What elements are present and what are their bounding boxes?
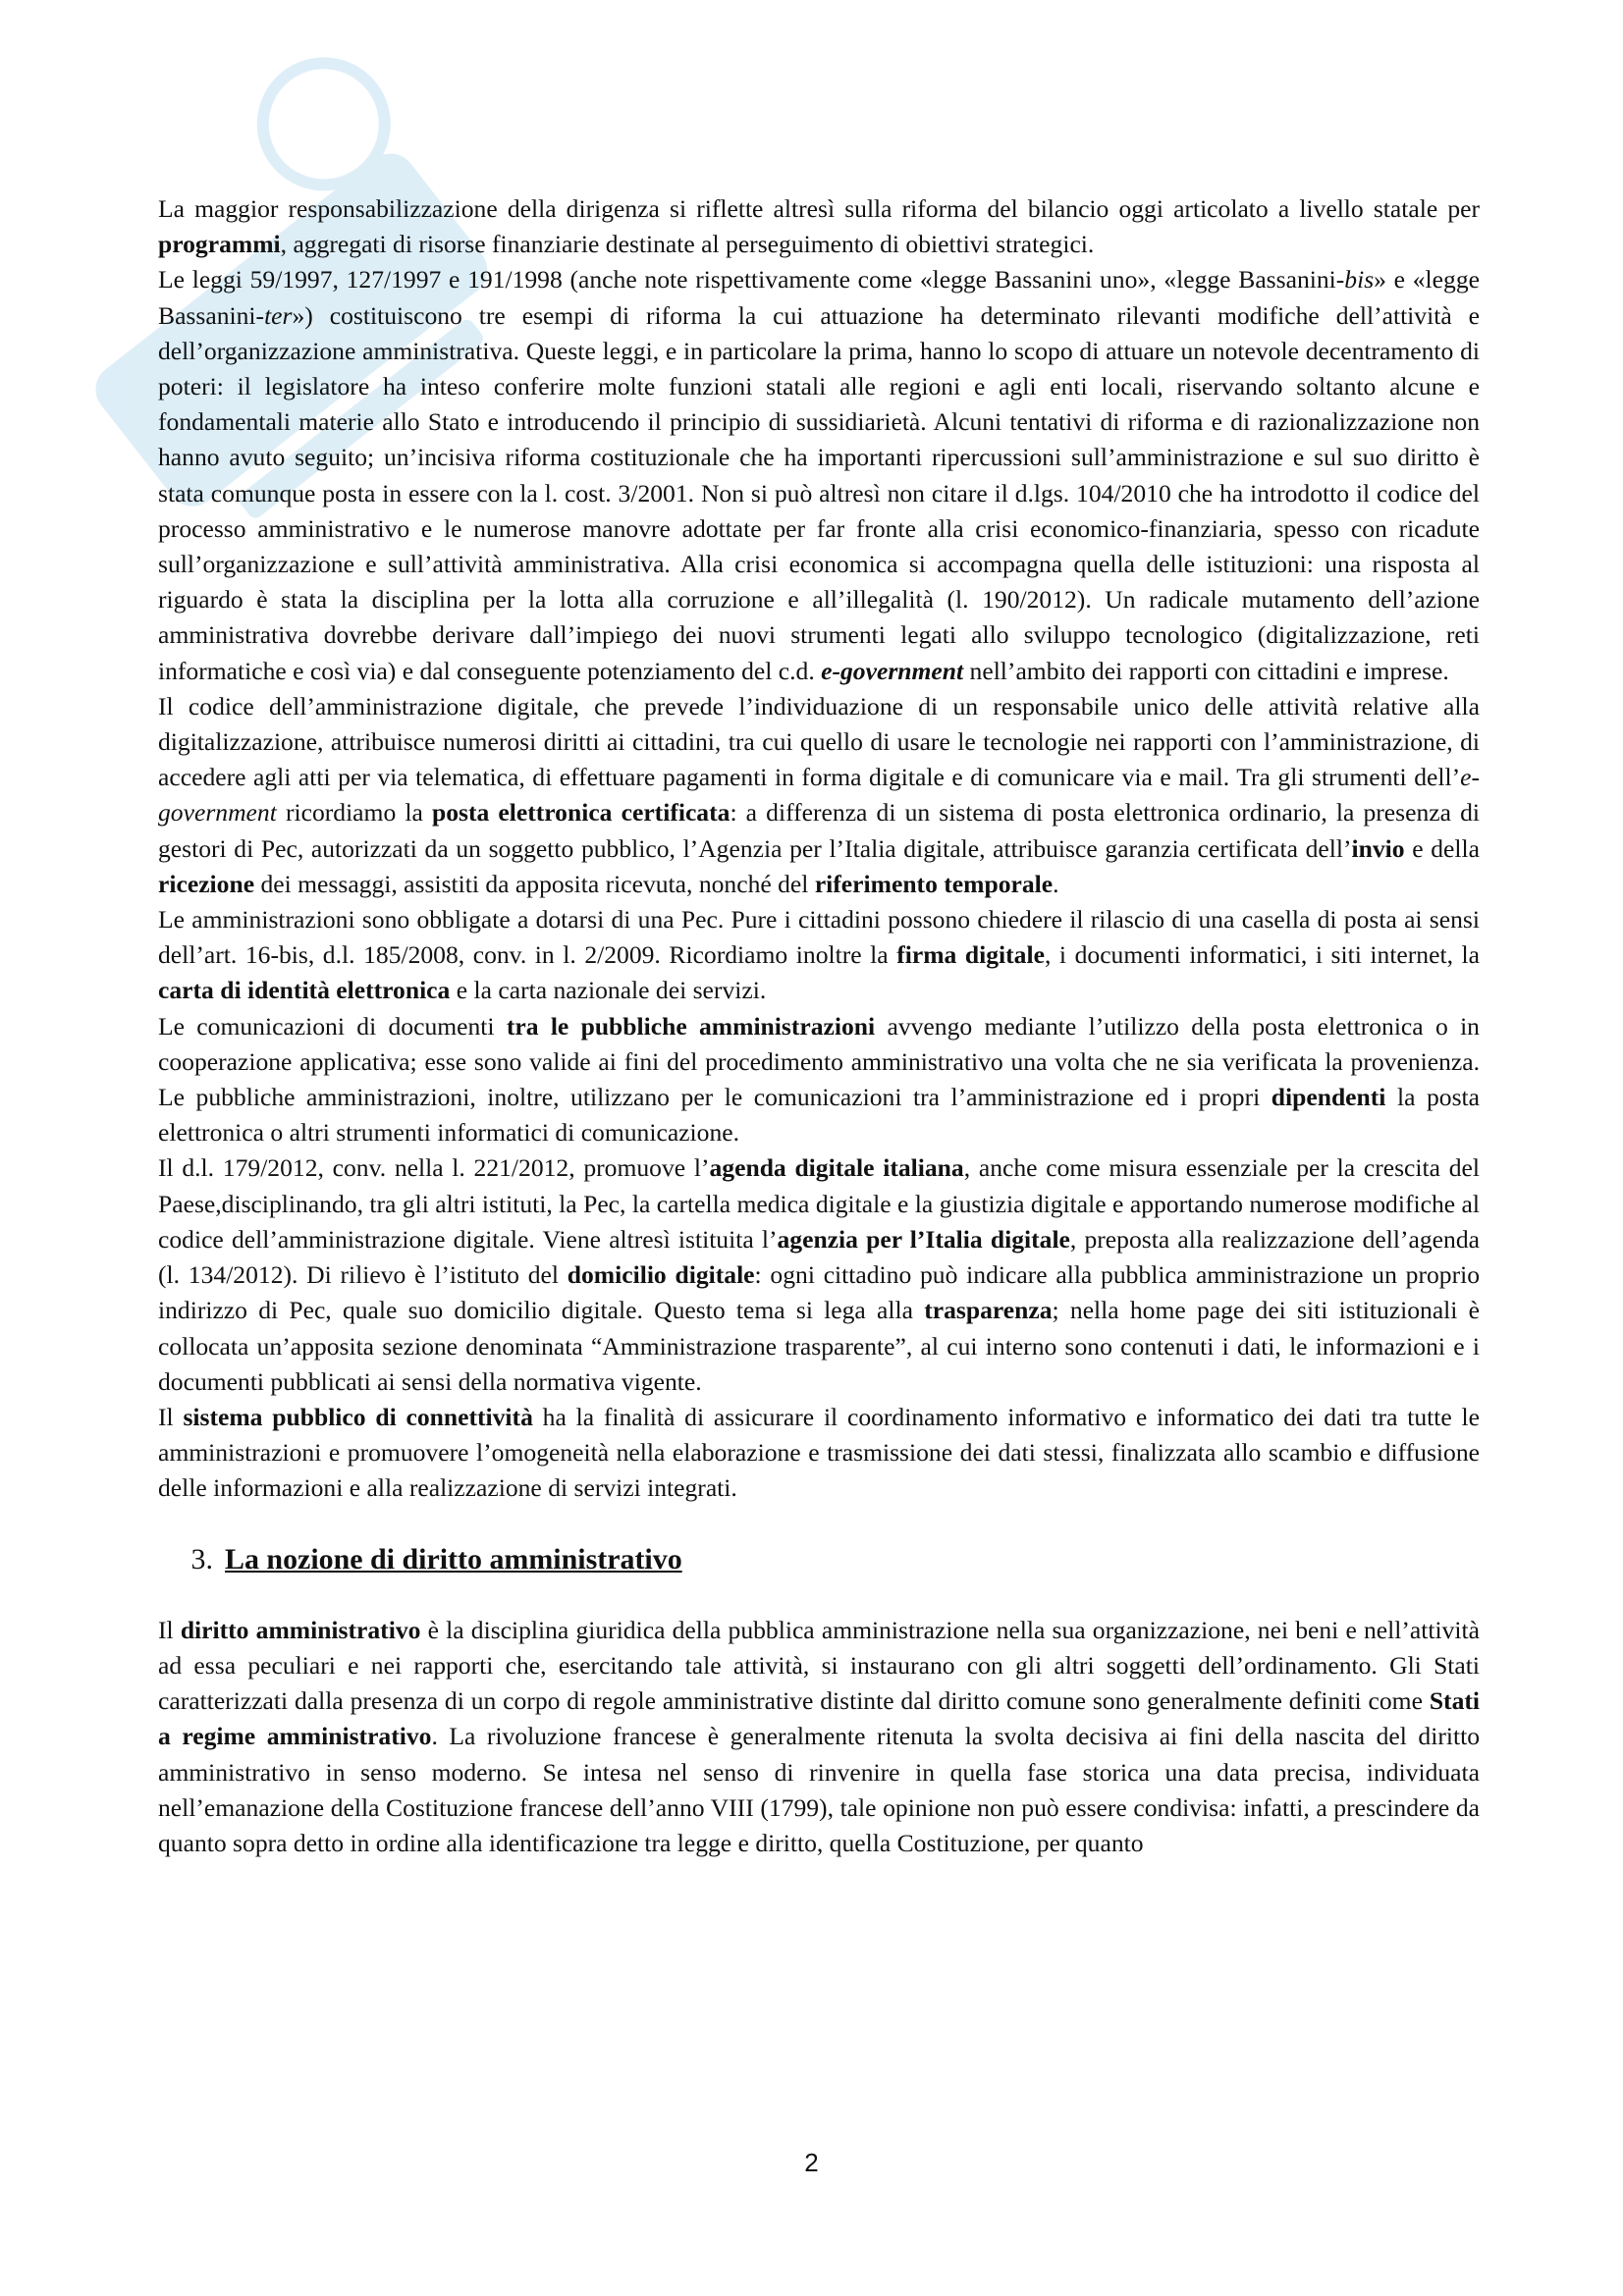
paragraph bbox=[158, 902, 1480, 1009]
text-run: , preposta alla realizzazione dell’agenda (l. 134/2012). Di rilievo è l’istituto del bbox=[158, 1224, 1480, 1290]
text-run: , aggregati di risorse finanziarie destinate al perseguimento di obiettivi strategici. bbox=[280, 230, 1095, 259]
text-run: nell’ambito dei rapporti con cittadini e imprese. bbox=[963, 656, 1449, 685]
paragraphs-section bbox=[158, 1613, 1480, 1861]
text-run: Il bbox=[158, 1402, 184, 1431]
text-run: avvengo mediante l’utilizzo della posta elettronica o in cooperazione applicativa; esse sono valide ai fini del procedimento amministrativo una volta che ne sia verificata la provenienza. Le pubbliche amministrazioni, inoltre, utilizzano per le comunicazioni tra l’amministrazione ed i propri bbox=[158, 1011, 1480, 1112]
emphasized-text: invio bbox=[1351, 833, 1405, 863]
emphasized-text: ter bbox=[264, 300, 293, 330]
emphasized-text: ricezione bbox=[158, 869, 255, 898]
text-run: Le comunicazioni di documenti bbox=[158, 1011, 507, 1041]
text-run: Le amministrazioni sono obbligate a dotarsi di una Pec. Pure i cittadini possono chiedere il rilascio di una casella di posta ai sensi dell’art. 16-bis, d.l. 185/2008, conv. in l. 2/2009. Ricordiamo inoltre la bbox=[158, 905, 1480, 970]
emphasized-text: agenda digitale italiana bbox=[709, 1153, 964, 1183]
text-run: , anche come misura essenziale per la crescita del Paese,disciplinando, tra gli altri istituti, la Pec, la cartella medica digitale e la giustizia digitale e apportando numerose modifiche al codice dell’amministrazione digitale. Viene altresì istituita l’ bbox=[158, 1153, 1480, 1254]
text-run: ; nella home page dei siti istituzionali è collocata un’apposita sezione denominata “Amministrazione trasparente”, al cui interno sono contenuti i dati, le informazioni e i documenti pubblicati ai sensi della normativa vigente. bbox=[158, 1296, 1481, 1396]
emphasized-text: agenzia per l’Italia digitale bbox=[777, 1224, 1070, 1254]
text-run: . La rivoluzione francese è generalmente ritenuta la svolta decisiva ai fini della nascita del diritto amministrativo in senso moderno. Se intesa nel senso di rinvenire in quella fase storica una data precisa, individuata nell’emanazione della Costituzione francese dell’anno VIII (1799), tale opinione non può essere condivisa: infatti, a prescindere da quanto sopra detto in ordine alla identificazione tra legge e diritto, quella Costituzione, per quanto bbox=[158, 1722, 1480, 1857]
text-run: Il codice dell’amministrazione digitale, che prevede l’individuazione di un responsabile unico delle attività relative alla digitalizzazione, attribuisce numerosi diritti ai cittadini, tra cui quello di usare le tecnologie nei rapporti con l’amministrazione, di accedere agli atti per via telematica, di effettuare pagamenti in forma digitale e di comunicare via e mail. Tra gli strumenti dell’ bbox=[158, 691, 1480, 792]
paragraph bbox=[158, 1150, 1480, 1399]
emphasized-text: tra le pubbliche amministrazioni bbox=[506, 1011, 876, 1041]
paragraph bbox=[158, 262, 1480, 688]
paragraphs-top bbox=[158, 191, 1480, 1507]
text-run: e della bbox=[1404, 833, 1480, 863]
emphasized-text: riferimento temporale bbox=[814, 869, 1054, 898]
document-body bbox=[158, 191, 1480, 1861]
text-run: , i documenti informatici, i siti internet, la bbox=[1044, 940, 1481, 970]
emphasized-text: bis bbox=[1344, 265, 1375, 294]
text-run: ha la finalità di assicurare il coordinamento informativo e informatico dei dati tra tutte le amministrazioni e promuovere l’omogeneità nella elaborazione e trasmissione dei dati stessi, finalizzata allo scambio e diffusione delle informazioni e alla realizzazione di servizi integrati. bbox=[158, 1402, 1480, 1503]
text-run: ») costituiscono tre esempi di riforma la cui attuazione ha determinato rilevanti modifiche dell’attività e dell’organizzazione amministrativa. Queste leggi, e in particolare la prima, hanno lo scopo di attuare un notevole decentramento di poteri: il legislatore ha inteso conferire molte funzioni statali alle regioni e agli enti locali, riservando soltanto alcune e fondamentali materie allo Stato e introducendo il principio di sussidiarietà. Alcuni tentativi di riforma e di razionalizzazione non hanno avuto seguito; un’incisiva riforma costituzionale che ha importanti ripercussioni sull’amministrazione e sul suo diritto è stata comunque posta in essere con la l. cost. 3/2001. Non si può altresì non citare il d.lgs. 104/2010 che ha introdotto il codice del processo amministrativo e le numerose manovre adottate per far fronte alla crisi economico-finanziaria, spesso con ricadute sull’organizzazione e sull’attività amministrativa. Alla crisi economica si accompagna quella delle istituzioni: una risposta al riguardo è stata la disciplina per la lotta alla corruzione e all’illegalità (l. 190/2012). Un radicale mutamento dell’azione amministrativa dovrebbe derivare dall’impiego dei nuovi strumenti legati allo sviluppo tecnologico (digitalizzazione, reti informatiche e così via) e dal conseguente potenziamento del c.d. bbox=[158, 300, 1480, 685]
text-run: La maggior responsabilizzazione della dirigenza si riflette altresì sulla riforma del bilancio oggi articolato a livello statale per bbox=[158, 194, 1480, 223]
emphasized-text: programmi bbox=[158, 230, 281, 259]
page-number: 2 bbox=[804, 2148, 819, 2177]
emphasized-text: e-government bbox=[158, 763, 1480, 828]
paragraph bbox=[158, 1400, 1480, 1507]
paragraph bbox=[158, 1613, 1480, 1861]
paragraph bbox=[158, 689, 1480, 902]
emphasized-text: diritto amministrativo bbox=[180, 1615, 421, 1644]
emphasized-text: firma digitale bbox=[896, 940, 1045, 970]
text-run: dei messaggi, assistiti da apposita ricevuta, nonché del bbox=[254, 869, 815, 898]
text-run: Il d.l. 179/2012, conv. nella l. 221/2012, promuove l’ bbox=[158, 1153, 710, 1183]
text-run: . bbox=[1053, 869, 1059, 898]
paragraph bbox=[158, 1009, 1480, 1151]
paragraph bbox=[158, 191, 1480, 262]
text-run: è la disciplina giuridica della pubblica amministrazione nella sua organizzazione, nei beni e nell’attività ad essa peculiari e nei rapporti che, esercitando tale attività, si instaurano con gli altri soggetti dell’ordinamento. Gli Stati caratterizzati dalla presenza di un corpo di regole amministrative distinte dal diritto comune sono generalmente definiti come bbox=[158, 1615, 1480, 1716]
text-run: Le leggi 59/1997, 127/1997 e 191/1998 (anche note rispettivamente come «legge Bassanini uno», «legge Bassanini- bbox=[158, 265, 1345, 294]
section-heading bbox=[158, 1542, 1480, 1577]
emphasized-text: dipendenti bbox=[1271, 1083, 1386, 1112]
text-run: » e «legge Bassanini- bbox=[158, 265, 1480, 330]
text-run: ricordiamo la bbox=[276, 798, 432, 828]
text-run: : a differenza di un sistema di posta elettronica ordinario, la presenza di gestori di Pec, autorizzati da un soggetto pubblico, l’Agenzia per l’Italia digitale, attribuisce garanzia certificata dell’ bbox=[158, 798, 1480, 863]
emphasized-text: e-government bbox=[821, 656, 964, 685]
section-title: La nozione di diritto amministrativo bbox=[225, 1542, 682, 1575]
text-run: la posta elettronica o altri strumenti informatici di comunicazione. bbox=[158, 1083, 1481, 1148]
emphasized-text: posta elettronica certificata bbox=[431, 798, 730, 828]
emphasized-text: carta di identità elettronica bbox=[158, 976, 451, 1005]
section-number: 3. bbox=[190, 1542, 213, 1575]
emphasized-text: sistema pubblico di connettività bbox=[183, 1402, 533, 1431]
text-run: Il bbox=[158, 1615, 181, 1644]
emphasized-text: domicilio digitale bbox=[567, 1260, 755, 1290]
emphasized-text: Stati a regime amministrativo bbox=[158, 1686, 1480, 1751]
text-run: e la carta nazionale dei servizi. bbox=[450, 976, 767, 1005]
emphasized-text: trasparenza bbox=[924, 1296, 1053, 1325]
text-run: : ogni cittadino può indicare alla pubblica amministrazione un proprio indirizzo di Pec, quale suo domicilio digitale. Questo tema si lega alla bbox=[158, 1260, 1480, 1325]
